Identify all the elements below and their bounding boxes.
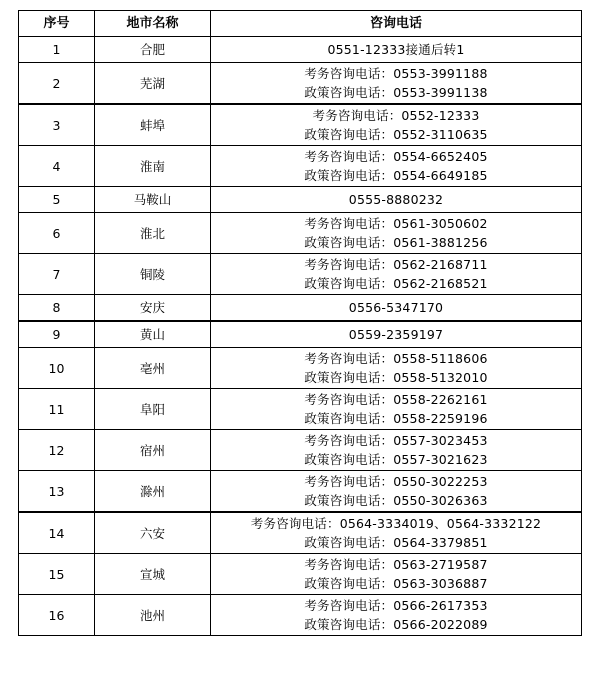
row-seq: 16: [19, 595, 95, 636]
row-city: 亳州: [95, 348, 211, 389]
phone-line: 政策咨询电话：0552-3110635: [304, 127, 488, 142]
row-seq: 12: [19, 430, 95, 471]
phone-line: 0559-2359197: [348, 327, 444, 342]
phone-line: 政策咨询电话：0554-6649185: [304, 168, 488, 183]
row-phone: [211, 512, 582, 554]
header-phone: 咨询电话: [211, 11, 582, 37]
phone-line: 政策咨询电话：0562-2168521: [304, 276, 488, 291]
table-row: [19, 187, 582, 213]
header-seq: 序号: [19, 11, 95, 37]
table-row: [19, 63, 582, 105]
phone-line: 考务咨询电话：0562-2168711: [304, 257, 488, 272]
row-city: 宿州: [95, 430, 211, 471]
row-seq: 8: [19, 295, 95, 322]
table-row: [19, 554, 582, 595]
row-seq: 13: [19, 471, 95, 513]
table-row: [19, 37, 582, 63]
row-phone: [211, 37, 582, 63]
row-seq: 6: [19, 213, 95, 254]
table-row: [19, 348, 582, 389]
phone-line: 考务咨询电话：0553-3991188: [304, 66, 488, 81]
row-city: 六安: [95, 512, 211, 554]
phone-line: 0551-12333接通后转1: [327, 42, 465, 57]
row-city: 芜湖: [95, 63, 211, 105]
table-row: [19, 213, 582, 254]
row-seq: 5: [19, 187, 95, 213]
phone-line: 考务咨询电话：0557-3023453: [304, 433, 488, 448]
phone-line: 0556-5347170: [348, 300, 444, 315]
row-city: 池州: [95, 595, 211, 636]
phone-line: 政策咨询电话：0561-3881256: [304, 235, 488, 250]
table-row: [19, 512, 582, 554]
row-seq: 1: [19, 37, 95, 63]
row-phone: [211, 63, 582, 105]
table-row: [19, 430, 582, 471]
header-city: 地市名称: [95, 11, 211, 37]
row-phone: [211, 321, 582, 348]
row-city: 安庆: [95, 295, 211, 322]
table-row: [19, 389, 582, 430]
table-body: [19, 37, 582, 636]
phone-line: 考务咨询电话：0558-2262161: [304, 392, 488, 407]
phone-line: 考务咨询电话：0564-3334019、0564-3332122: [250, 516, 542, 531]
row-phone: [211, 104, 582, 146]
phone-line: 政策咨询电话：0557-3021623: [304, 452, 488, 467]
phone-line: 政策咨询电话：0550-3026363: [304, 493, 488, 508]
row-city: 马鞍山: [95, 187, 211, 213]
phone-line: 考务咨询电话：0566-2617353: [304, 598, 488, 613]
row-city: 淮北: [95, 213, 211, 254]
row-seq: 15: [19, 554, 95, 595]
row-phone: [211, 146, 582, 187]
phone-line: 考务咨询电话：0561-3050602: [304, 216, 488, 231]
phone-line: 考务咨询电话：0550-3022253: [304, 474, 488, 489]
row-phone: [211, 213, 582, 254]
phone-line: 政策咨询电话：0564-3379851: [304, 535, 488, 550]
phone-line: 政策咨询电话：0563-3036887: [304, 576, 488, 591]
row-city: 合肥: [95, 37, 211, 63]
phone-line: 考务咨询电话：0563-2719587: [304, 557, 488, 572]
row-seq: 4: [19, 146, 95, 187]
phone-line: 政策咨询电话：0558-5132010: [304, 370, 488, 385]
phone-line: 政策咨询电话：0553-3991138: [304, 85, 488, 100]
table-row: [19, 321, 582, 348]
row-city: 蚌埠: [95, 104, 211, 146]
row-city: 黄山: [95, 321, 211, 348]
row-seq: 9: [19, 321, 95, 348]
row-seq: 3: [19, 104, 95, 146]
row-phone: [211, 471, 582, 513]
table-row: [19, 104, 582, 146]
row-seq: 7: [19, 254, 95, 295]
phone-line: 考务咨询电话：0552-12333: [312, 108, 480, 123]
row-phone: [211, 595, 582, 636]
table-row: [19, 146, 582, 187]
phone-line: 考务咨询电话：0554-6652405: [304, 149, 488, 164]
row-city: 淮南: [95, 146, 211, 187]
row-seq: 11: [19, 389, 95, 430]
row-seq: 10: [19, 348, 95, 389]
row-phone: [211, 187, 582, 213]
contact-table: [18, 10, 582, 636]
row-phone: [211, 348, 582, 389]
header-row: [19, 11, 582, 37]
phone-line: 政策咨询电话：0566-2022089: [304, 617, 488, 632]
row-city: 阜阳: [95, 389, 211, 430]
table-row: [19, 295, 582, 322]
table-row: [19, 471, 582, 513]
row-phone: [211, 254, 582, 295]
table-row: [19, 254, 582, 295]
table-row: [19, 595, 582, 636]
row-city: 宣城: [95, 554, 211, 595]
phone-line: 0555-8880232: [348, 192, 444, 207]
row-city: 滁州: [95, 471, 211, 513]
row-phone: [211, 389, 582, 430]
row-seq: 14: [19, 512, 95, 554]
row-phone: [211, 295, 582, 322]
phone-line: 考务咨询电话：0558-5118606: [304, 351, 488, 366]
phone-line: 政策咨询电话：0558-2259196: [304, 411, 488, 426]
row-seq: 2: [19, 63, 95, 105]
row-phone: [211, 430, 582, 471]
row-city: 铜陵: [95, 254, 211, 295]
row-phone: [211, 554, 582, 595]
